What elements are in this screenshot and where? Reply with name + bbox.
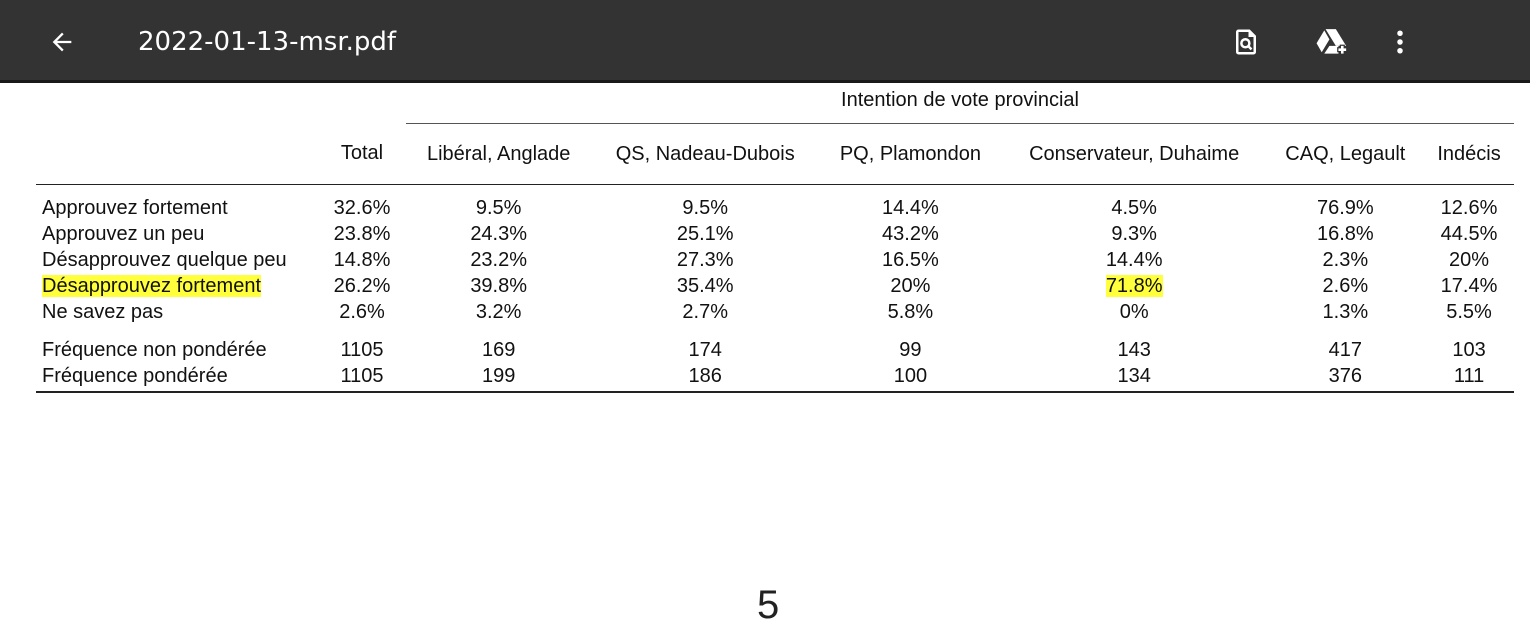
table-cell: 376 <box>1267 363 1424 392</box>
group-header: Intention de vote provincial <box>406 89 1514 124</box>
table-row <box>36 299 1514 333</box>
table-cell: 0% <box>1119 301 1149 323</box>
table-cell: 169 <box>481 339 516 361</box>
table-cell: 16.8% <box>1316 223 1374 245</box>
table-cell: 199 <box>406 363 591 392</box>
table-cell: 76.9% <box>1316 197 1374 219</box>
pdf-page <box>0 83 1530 627</box>
table-cell: 1.3% <box>1322 301 1369 323</box>
row-label: Ne savez pas <box>42 301 164 323</box>
table-cell <box>1002 273 1267 299</box>
row-label: Approuvez un peu <box>42 223 205 245</box>
table-cell: 39.8% <box>470 275 528 297</box>
table-cell: 174 <box>688 339 722 361</box>
table-cell: 44.5% <box>1440 223 1498 245</box>
table-row <box>36 363 1514 392</box>
table-cell: 5.5% <box>1446 301 1492 323</box>
add-to-drive-icon <box>1314 26 1350 58</box>
column-header: Indécis <box>1424 124 1514 185</box>
table-cell: 2.6% <box>339 301 385 323</box>
table-cell: 14.4% <box>1105 249 1163 271</box>
table-cell: 3.2% <box>475 301 522 323</box>
table-cell: 2.6% <box>1322 275 1369 297</box>
column-header: Total <box>318 124 406 185</box>
table-cell: 111 <box>1424 363 1514 392</box>
table-cell: 1105 <box>340 339 384 361</box>
table-cell: 2.3% <box>1322 249 1369 271</box>
add-to-drive-button[interactable] <box>1310 20 1354 64</box>
table-cell: 20% <box>1449 249 1490 271</box>
table-cell: 5.8% <box>887 301 934 323</box>
back-button[interactable] <box>42 22 82 62</box>
table-cell: 35.4% <box>676 275 734 297</box>
table-row <box>36 185 1514 222</box>
table-cell: 2.7% <box>682 301 729 323</box>
more-options-button[interactable] <box>1378 20 1422 64</box>
table-cell: 1105 <box>318 363 406 392</box>
page-number: 5 <box>757 583 780 627</box>
table-cell: 43.2% <box>882 223 939 245</box>
table-row <box>36 333 1514 363</box>
row-label: Fréquence pondérée <box>36 363 318 392</box>
table-cell: 99 <box>899 339 922 361</box>
table-cell: 186 <box>591 363 819 392</box>
find-in-page-button[interactable] <box>1224 20 1268 64</box>
document-title: 2022-01-13-msr.pdf <box>138 27 397 57</box>
table-cell: 14.8% <box>333 249 391 271</box>
row-label: Désapprouvez quelque peu <box>42 249 287 271</box>
column-header: CAQ, Legault <box>1267 124 1424 185</box>
table-cell: 25.1% <box>676 223 734 245</box>
table-row <box>36 221 1514 247</box>
table-cell: 16.5% <box>882 249 939 271</box>
table-cell: 20% <box>890 275 931 297</box>
column-header: Libéral, Anglade <box>406 124 591 185</box>
table-row <box>36 247 1514 273</box>
table-cell: 4.5% <box>1111 197 1157 219</box>
table-cell: 27.3% <box>676 249 734 271</box>
table-cell: 14.4% <box>882 197 939 219</box>
table-cell: 9.3% <box>1111 223 1157 245</box>
table-cell: 26.2% <box>333 275 391 297</box>
column-header-row <box>36 124 1514 185</box>
table-cell: 134 <box>1002 363 1267 392</box>
table-cell: 9.5% <box>475 197 522 219</box>
table-cell: 24.3% <box>470 223 528 245</box>
table-cell: 32.6% <box>333 197 391 219</box>
table-cell: 12.6% <box>1440 197 1498 219</box>
table-cell: 100 <box>819 363 1002 392</box>
pdf-toolbar <box>0 0 1530 80</box>
column-header: QS, Nadeau-Dubois <box>591 124 819 185</box>
table-cell: 417 <box>1328 339 1363 361</box>
table-cell: 9.5% <box>682 197 729 219</box>
highlighted-text: Désapprouvez fortement <box>42 275 262 297</box>
row-label: Fréquence non pondérée <box>42 339 267 361</box>
table-cell: 23.8% <box>333 223 391 245</box>
poll-results-table <box>36 89 1514 393</box>
row-label <box>36 273 318 299</box>
table-cell: 143 <box>1117 339 1151 361</box>
column-header: Conservateur, Duhaime <box>1002 124 1267 185</box>
arrow-left-icon <box>48 28 76 56</box>
table-cell: 103 <box>1452 339 1486 361</box>
find-in-page-icon <box>1231 27 1261 57</box>
table-row <box>36 273 1514 299</box>
table-cell: 17.4% <box>1440 275 1498 297</box>
column-header: PQ, Plamondon <box>819 124 1002 185</box>
highlighted-text: 71.8% <box>1105 275 1163 297</box>
table-cell: 23.2% <box>470 249 528 271</box>
more-vertical-icon <box>1385 27 1415 57</box>
row-label: Approuvez fortement <box>42 197 228 219</box>
